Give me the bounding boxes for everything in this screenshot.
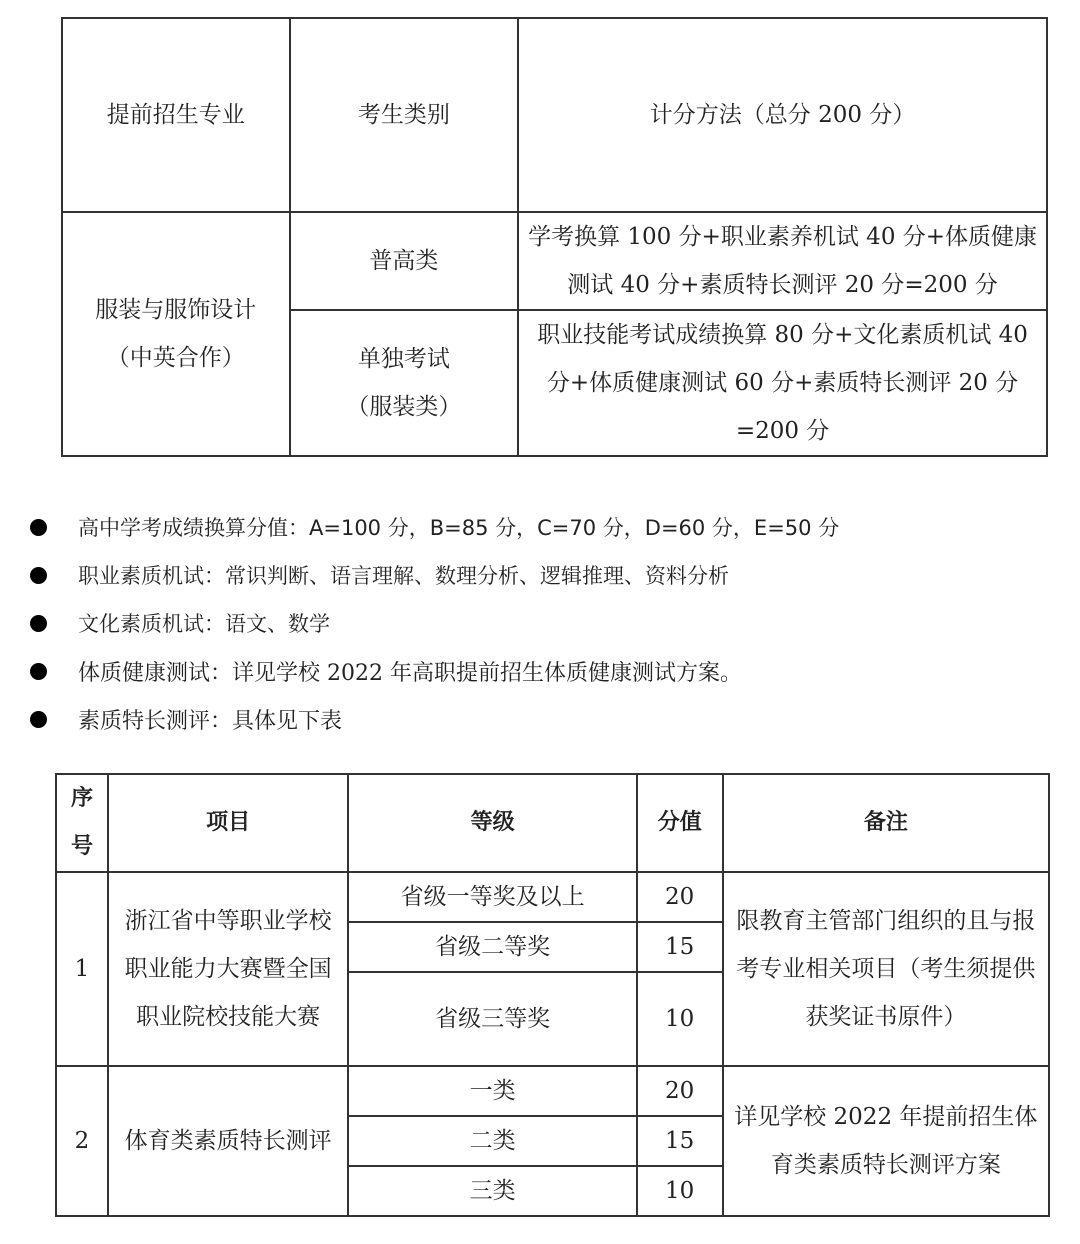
list-item: 职业素质机试：常识判断、语言理解、数理分析、逻辑推理、资料分析 — [28, 551, 1068, 599]
header-score: 分值 — [637, 774, 723, 872]
bullet-dot-icon — [30, 711, 47, 728]
table-row — [56, 872, 1049, 922]
method-cell: 学考换算 100 分+职业素养机试 40 分+体质健康测试 40 分+素质特长测评 20 分=200 分 — [518, 212, 1047, 310]
score-cell: 15 — [637, 1116, 723, 1166]
note-cell: 限教育主管部门组织的且与报考专业相关项目（考生须提供获奖证书原件） — [723, 872, 1049, 1066]
table-header-row — [62, 18, 1047, 212]
table-row — [56, 1066, 1049, 1116]
category-cell: 单独考试 （服装类） — [290, 310, 519, 456]
level-cell: 省级一等奖及以上 — [348, 872, 636, 922]
header-no: 序号 — [56, 774, 108, 872]
level-cell: 二类 — [348, 1116, 636, 1166]
bullet-dot-icon — [30, 567, 47, 584]
level-cell: 省级三等奖 — [348, 972, 636, 1066]
bullet-dot-icon — [30, 519, 47, 536]
header-major: 提前招生专业 — [62, 18, 290, 212]
note-cell: 详见学校 2022 年提前招生体育类素质特长测评方案 — [723, 1066, 1049, 1216]
table-header-row — [56, 774, 1049, 872]
score-cell: 10 — [637, 972, 723, 1066]
row-number: 2 — [56, 1066, 108, 1216]
list-item: 文化素质机试：语文、数学 — [28, 599, 1068, 647]
row-number: 1 — [56, 872, 108, 1066]
list-item: 高中学考成绩换算分值：A=100 分，B=85 分，C=70 分，D=60 分，E=50 分 — [28, 503, 1068, 551]
talent-assessment-table — [55, 773, 1050, 1217]
header-category: 考生类别 — [290, 18, 519, 212]
score-cell: 20 — [637, 1066, 723, 1116]
bullet-list — [28, 503, 1068, 743]
header-note: 备注 — [723, 774, 1049, 872]
score-cell: 15 — [637, 922, 723, 972]
method-cell: 职业技能考试成绩换算 80 分+文化素质机试 40 分+体质健康测试 60 分+素质特长测评 20 分=200 分 — [518, 310, 1047, 456]
item-cell: 体育类素质特长测评 — [108, 1066, 348, 1216]
scoring-method-table — [61, 17, 1048, 457]
item-cell: 浙江省中等职业学校职业能力大赛暨全国职业院校技能大赛 — [108, 872, 348, 1066]
category-cell: 普高类 — [290, 212, 519, 310]
header-method: 计分方法（总分 200 分） — [518, 18, 1047, 212]
score-cell: 20 — [637, 872, 723, 922]
list-item: 素质特长测评：具体见下表 — [28, 695, 1068, 743]
table-row — [62, 212, 1047, 310]
bullet-dot-icon — [30, 615, 47, 632]
level-cell: 一类 — [348, 1066, 636, 1116]
list-item: 体质健康测试：详见学校 2022 年高职提前招生体质健康测试方案。 — [28, 647, 1068, 695]
level-cell: 三类 — [348, 1166, 636, 1216]
level-cell: 省级二等奖 — [348, 922, 636, 972]
major-cell: 服装与服饰设计 （中英合作） — [62, 212, 290, 456]
header-level: 等级 — [348, 774, 636, 872]
header-item: 项目 — [108, 774, 348, 872]
bullet-dot-icon — [30, 663, 47, 680]
score-cell: 10 — [637, 1166, 723, 1216]
